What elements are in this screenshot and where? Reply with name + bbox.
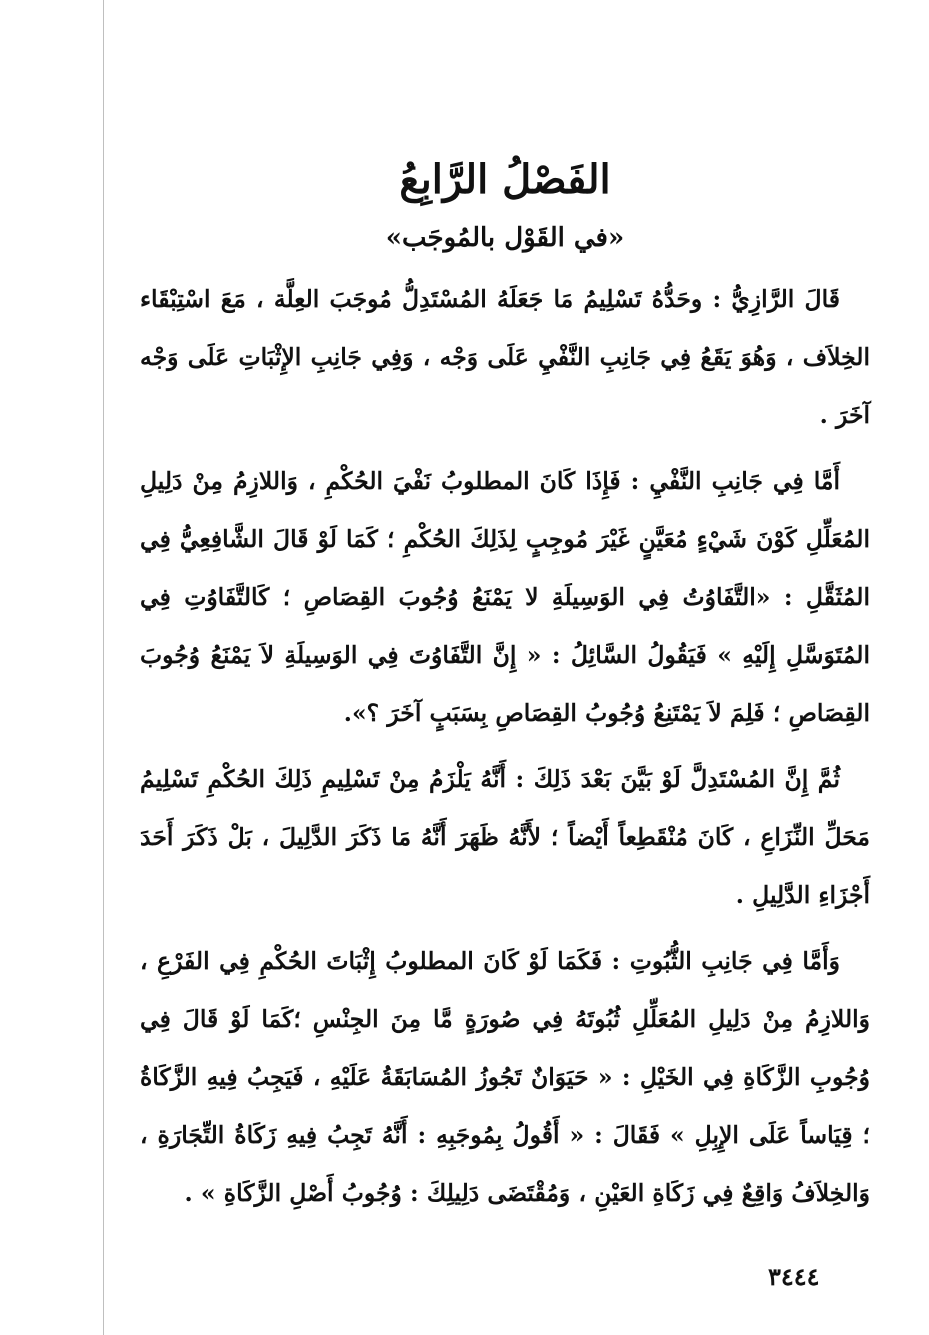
chapter-subtitle: «في القَوْل بالمُوجَب» [385,223,625,253]
chapter-title: الفَصْلُ الرَّابِعُ [399,156,611,203]
page-number: ٣٤٤٤ [768,1262,820,1291]
paragraph-negation-side: أَمَّا فِي جَانِبِ النَّفْيِ : فَإِذَا كَانَ المطلوبُ نَفْيَ الحُكْمِ ، وَاللازِمُ مِنْ دَلِيلِ المُعَلِّلِ كَوْنَ شَيْءٍ مُعَيَّنٍ غَيْرَ مُوجِبٍ لِذَلِكَ الحُكْمِ ؛ كَمَا لَوْ قَالَ الشَّافِعِيُّ فِي المُثَقَّلِ : «التَّفَاوُتُ فِي الوَسِيلَةِ لا يَمْنَعُ وُجُوبَ القِصَاصِ ؛ كَالتَّفَاوُتِ فِي المُتَوَسَّلِ إِلَيْهِ » فَيَقُولُ السَّائِلُ : « إِنَّ التَّفَاوُتَ فِي الوَسِيلَةِ لاَ يَمْنَعُ وُجُوبَ القِصَاصِ ؛ فَلِمَ لاَ يَمْتَنِعُ وُجُوبُ القِصَاصِ بِسَبَبٍ آخَرَ ؟». [140,467,870,727]
page-edge-line [103,0,104,1335]
paragraph-definition: قَالَ الرَّازِيُّ : وحَدُّهُ تَسْلِيمُ مَا جَعَلَهُ المُسْتَدِلُّ مُوجَبَ العِلَّة ، مَعَ اسْتِبْقَاء الخِلاَف ، وَهُوَ يَقَعُ فِي جَانِبِ النَّفْيِ عَلَى وَجْه ، وَفِي جَانِبِ الإِثْبَاتِ عَلَى وَجْه آخَرَ . [140,285,870,429]
paragraph-inference: ثُمَّ إِنَّ المُسْتَدِلَّ لَوْ بَيَّنَ بَعْدَ ذَلِكَ : أَنَّهُ يَلْزَمُ مِنْ تَسْلِيمِ ذَلِكَ الحُكْمِ تَسْلِيمُ مَحَلِّ النِّزَاعِ ، كَانَ مُنْقَطِعاً أَيْضاً ؛ لأَنَّهُ ظَهَرَ أَنَّهُ مَا ذَكَرَ الدَّلِيلَ ، بَلْ ذَكَرَ أَحَدَ أَجْزَاءِ الدَّلِيلِ . [140,765,870,909]
document-page [140,150,870,1230]
paragraph-affirmation-side: وَأَمَّا فِي جَانِبِ الثُّبُوتِ : فَكَمَا لَوْ كَانَ المطلوبُ إِثْبَاتَ الحُكْمِ فِي الفَرْعِ ، وَاللازِمُ مِنْ دَلِيلِ المُعَلِّلِ ثُبُوتَهُ فِي صُورَةٍ مَّا مِنَ الجِنْسِ ؛كَمَا لَوْ قَالَ فِي وُجُوبِ الزَّكَاةِ فِي الخَيْلِ : « حَيَوَانٌ تَجُوزُ المُسَابَقَةُ عَلَيْهِ ، فَيَجِبُ فِيهِ الزَّكَاةُ ؛ قِيَاساً عَلَى الإِبِلِ » فَقَالَ : « أَقُولُ بِمُوجَبِهِ : أَنَّهُ تَجِبُ فِيهِ زَكَاةُ التِّجَارَةِ ، وَالخِلاَفُ وَاقِعٌ فِي زَكَاةِ العَيْنِ ، وَمُقْتَضَى دَلِيلِكَ : وُجُوبُ أَصْلِ الزَّكَاةِ » . [140,947,870,1207]
